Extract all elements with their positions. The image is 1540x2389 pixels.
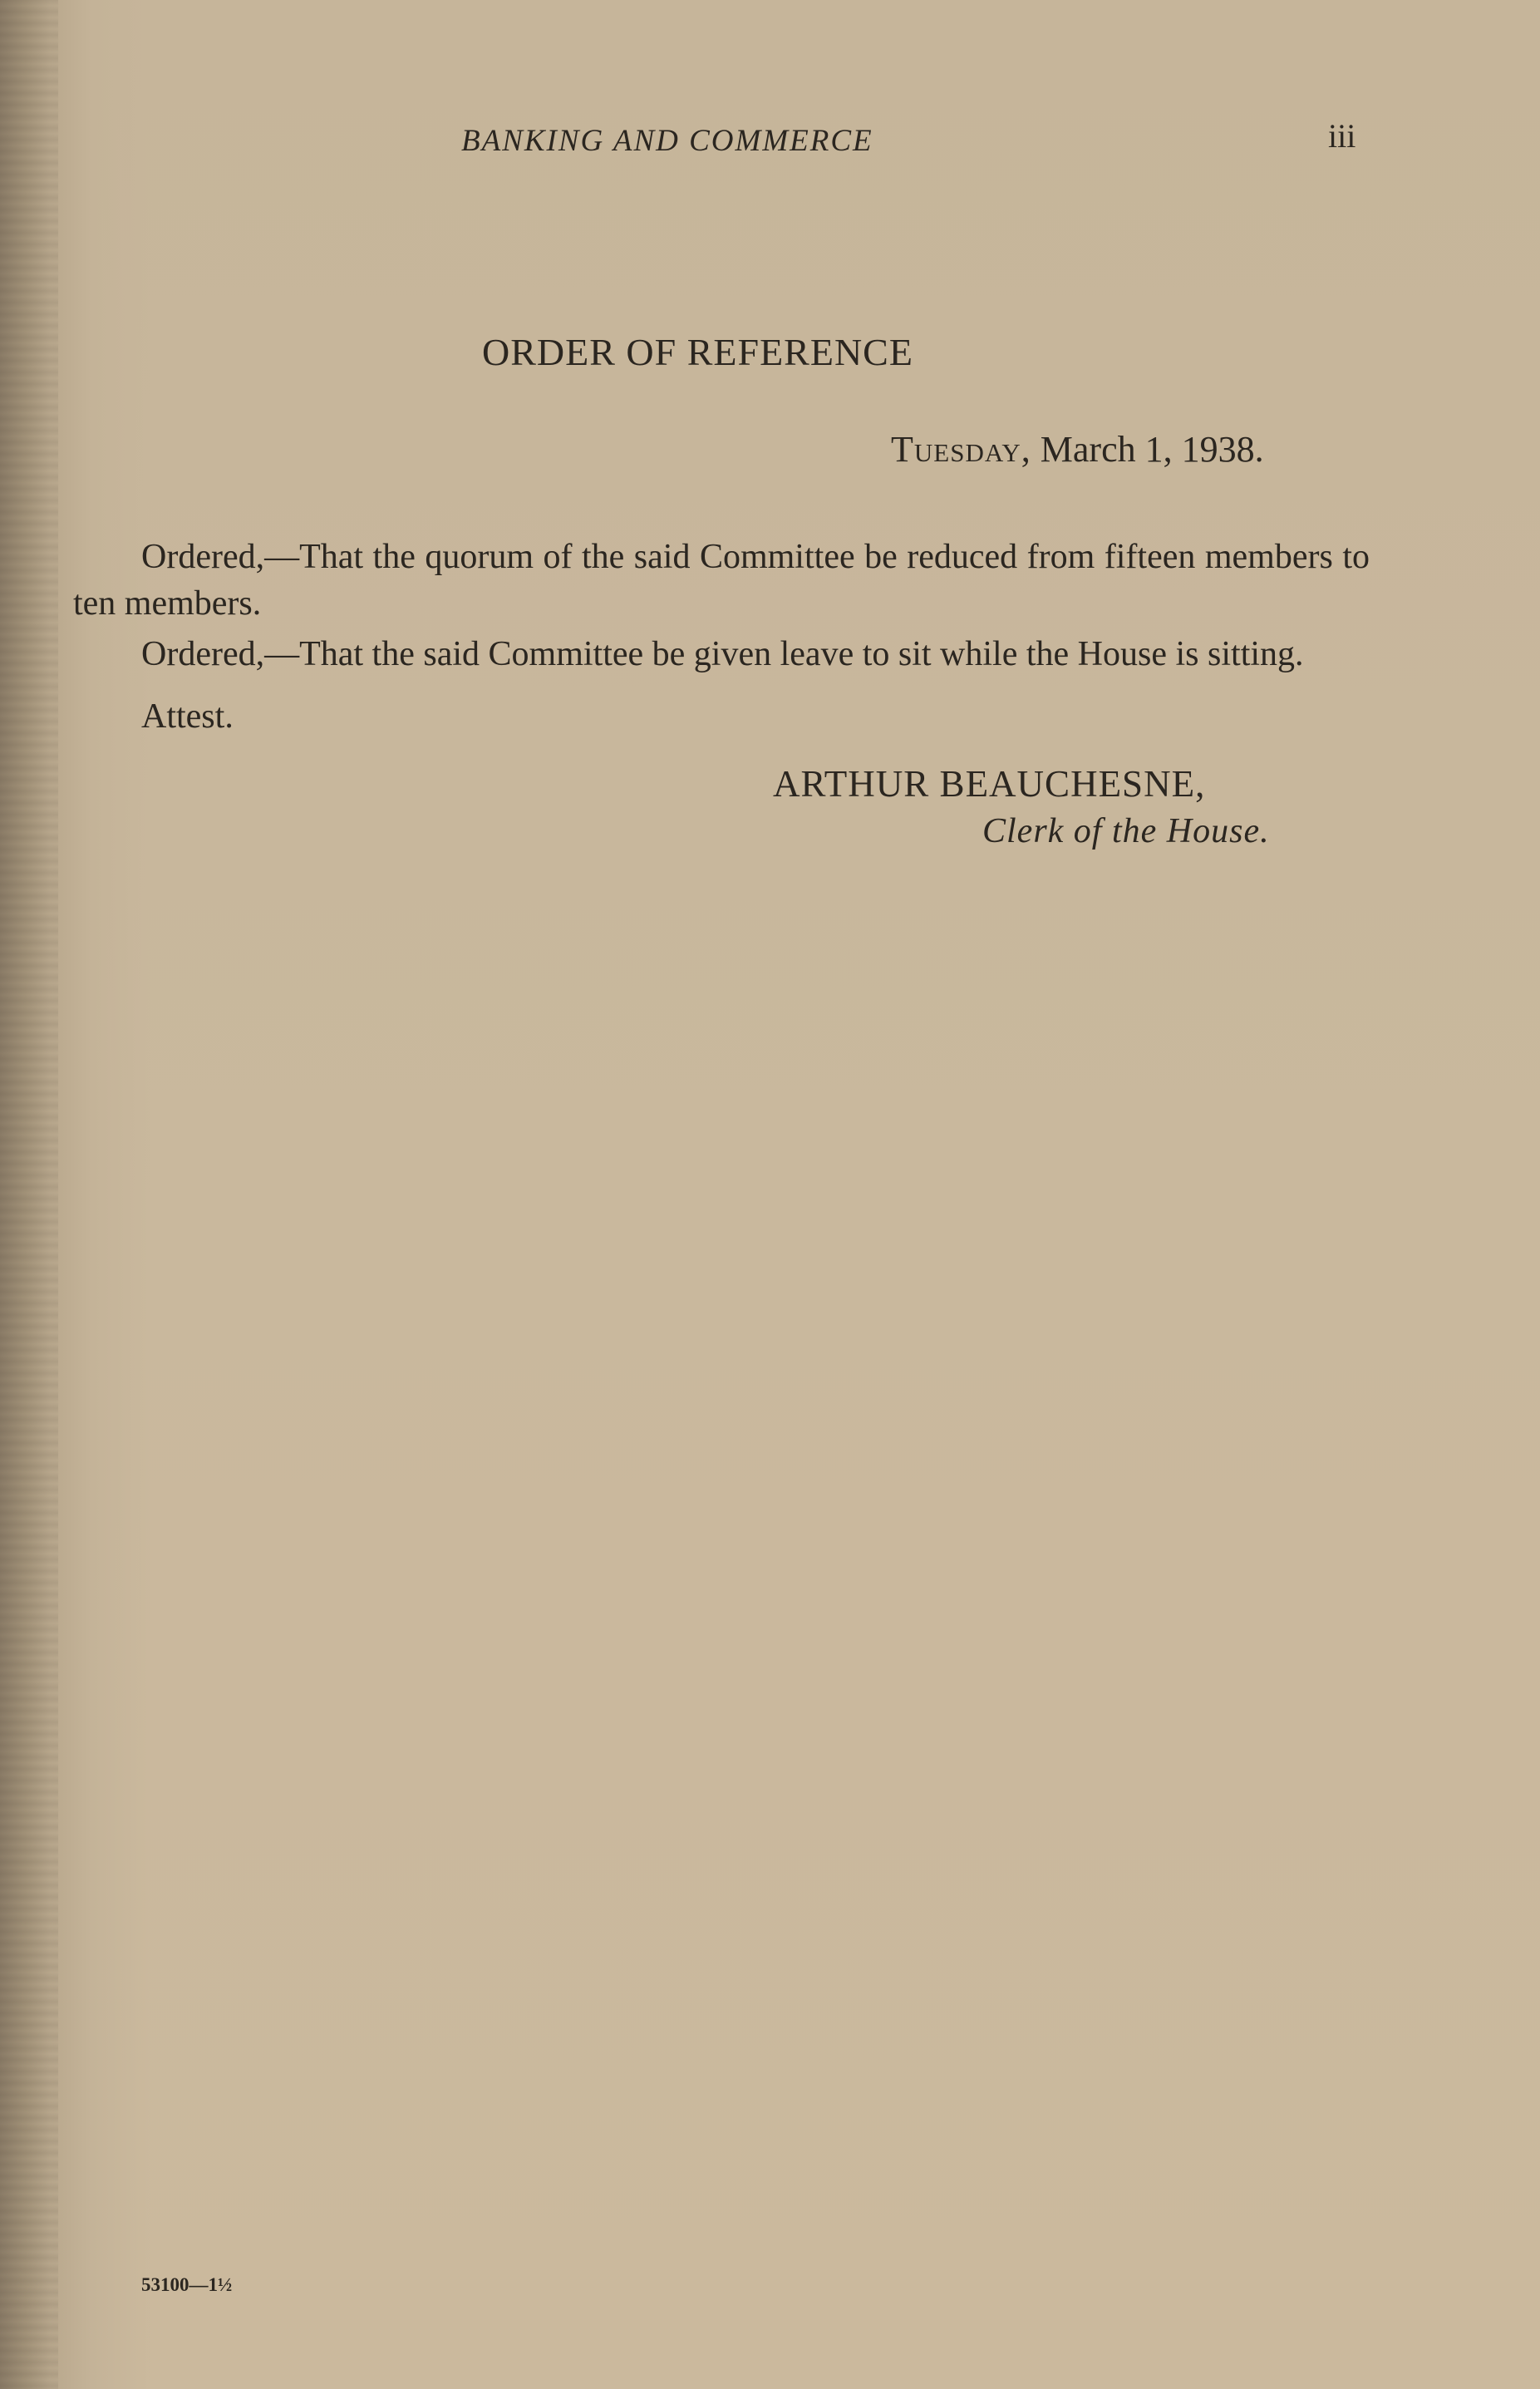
running-head: BANKING AND COMMERCE xyxy=(461,124,873,158)
dateline xyxy=(891,428,1264,470)
order-paragraph-leave: Ordered,—That the said Committee be given leave to sit while the House is sitting. xyxy=(141,635,1304,673)
page-number: iii xyxy=(1328,117,1356,155)
signatory-title: Clerk of the House. xyxy=(982,812,1270,850)
section-title: ORDER OF REFERENCE xyxy=(482,331,913,373)
binding-edge xyxy=(0,0,58,2389)
dateline-day: Tuesday, xyxy=(891,429,1031,470)
print-code: 53100—1½ xyxy=(141,2274,233,2295)
dateline-date: March 1, 1938. xyxy=(1040,429,1264,470)
attest-label: Attest. xyxy=(141,697,234,736)
order-paragraph-quorum: Ordered,—That the quorum of the said Committee be reduced from fifteen members to ten members. xyxy=(73,538,1370,623)
signatory-name: ARTHUR BEAUCHESNE, xyxy=(773,763,1206,805)
